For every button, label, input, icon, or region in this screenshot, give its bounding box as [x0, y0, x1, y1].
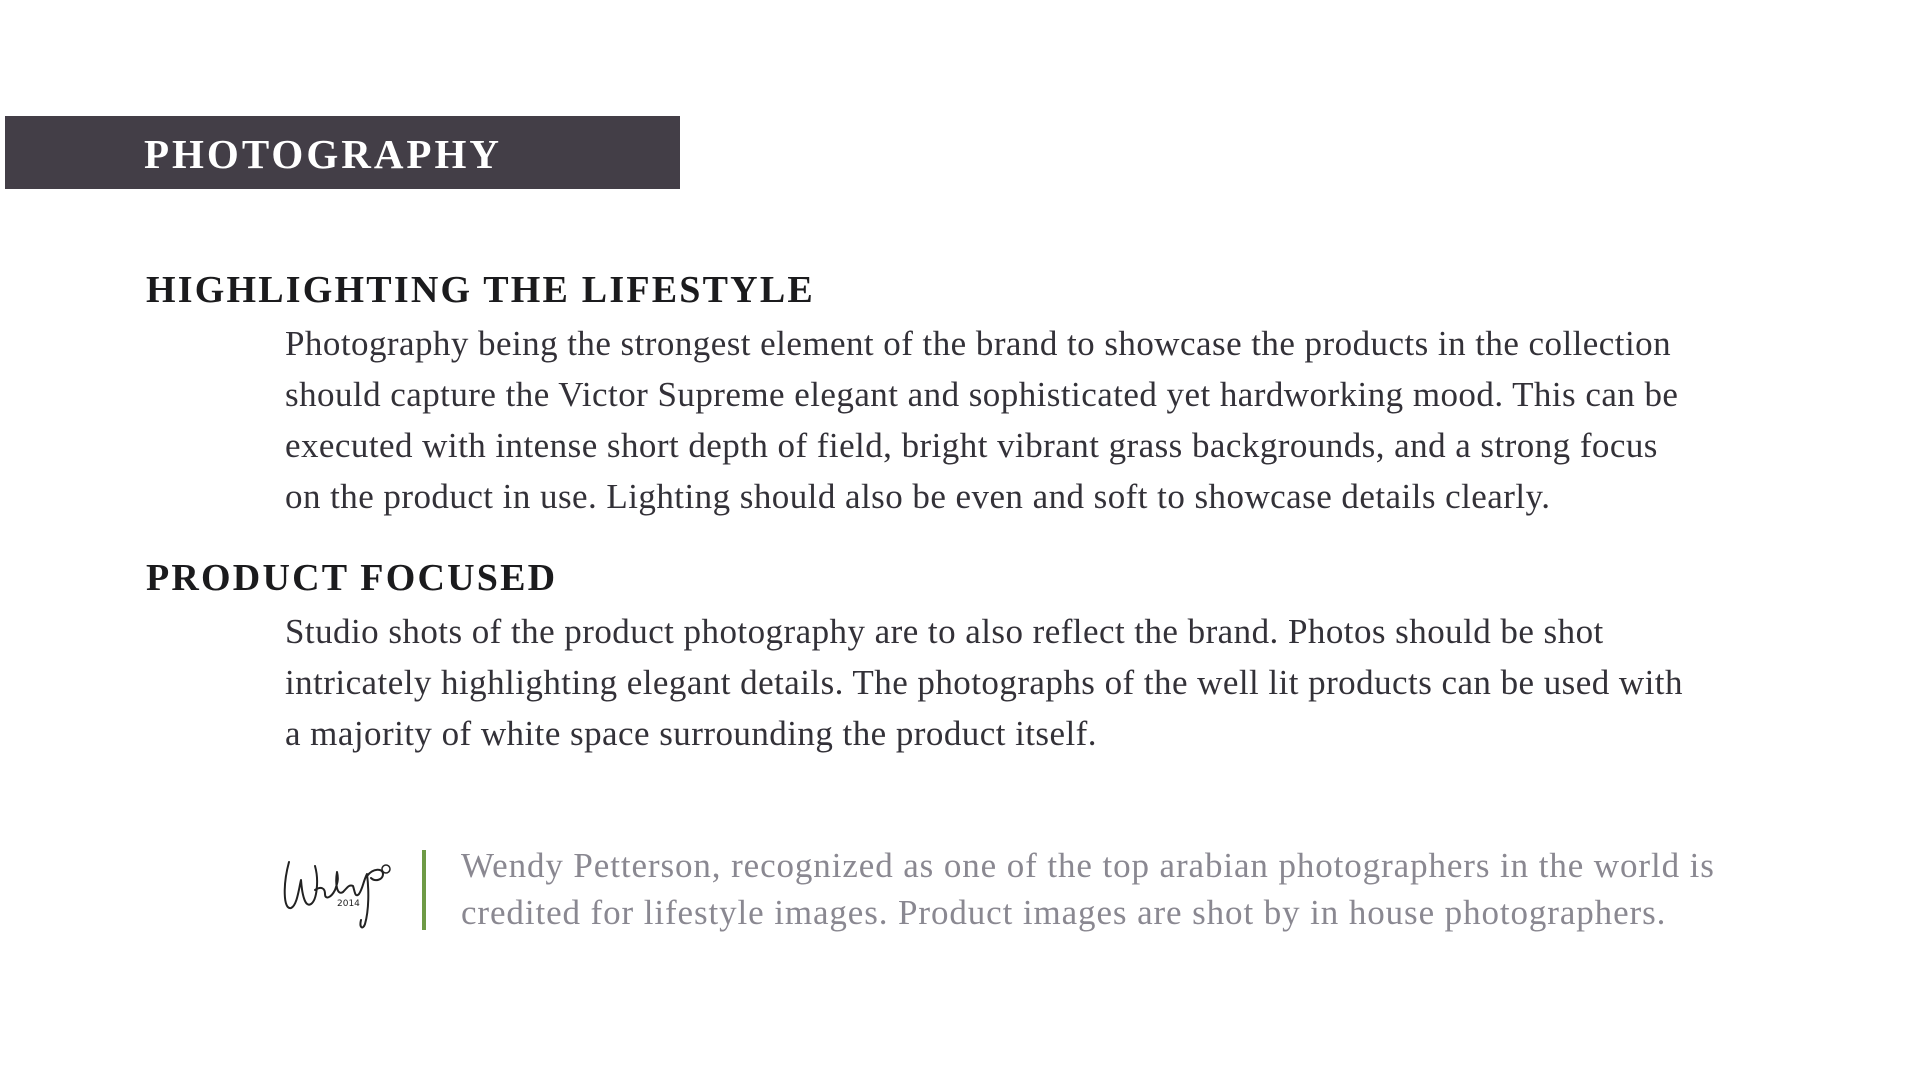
paragraph-line: executed with intense short depth of field, bright vibrant grass backgrounds, and a strong focus: [285, 426, 1658, 465]
paragraph-line: should capture the Victor Supreme elegant and sophisticated yet hardworking mood. This can be: [285, 375, 1679, 414]
paragraph-line: a majority of white space surrounding the product itself.: [285, 714, 1097, 753]
banner-title: PHOTOGRAPHY: [144, 131, 502, 177]
credit-divider: [422, 850, 426, 930]
paragraph-line: Photography being the strongest element of the brand to showcase the products in the collection: [285, 324, 1672, 363]
signature-icon: [275, 844, 395, 932]
credit-line: credited for lifestyle images. Product images are shot by in house photographers.: [461, 893, 1667, 932]
product-paragraph: [285, 606, 1915, 759]
heading-highlighting-lifestyle: HIGHLIGHTING THE LIFESTYLE: [146, 269, 815, 311]
lifestyle-paragraph: [285, 318, 1915, 522]
paragraph-line: intricately highlighting elegant details. The photographs of the well lit products can be used with: [285, 663, 1683, 702]
paragraph-line: on the product in use. Lighting should also be even and soft to showcase details clearly.: [285, 477, 1551, 516]
credit-text: [461, 842, 1715, 936]
heading-product-focused: PRODUCT FOCUSED: [146, 557, 558, 599]
photographer-credit: [275, 842, 1915, 937]
svg-text:2014: 2014: [337, 899, 360, 909]
credit-line: Wendy Petterson, recognized as one of the top arabian photographers in the world is: [461, 846, 1715, 885]
section-banner: [5, 116, 680, 189]
paragraph-line: Studio shots of the product photography are to also reflect the brand. Photos should be shot: [285, 612, 1604, 651]
